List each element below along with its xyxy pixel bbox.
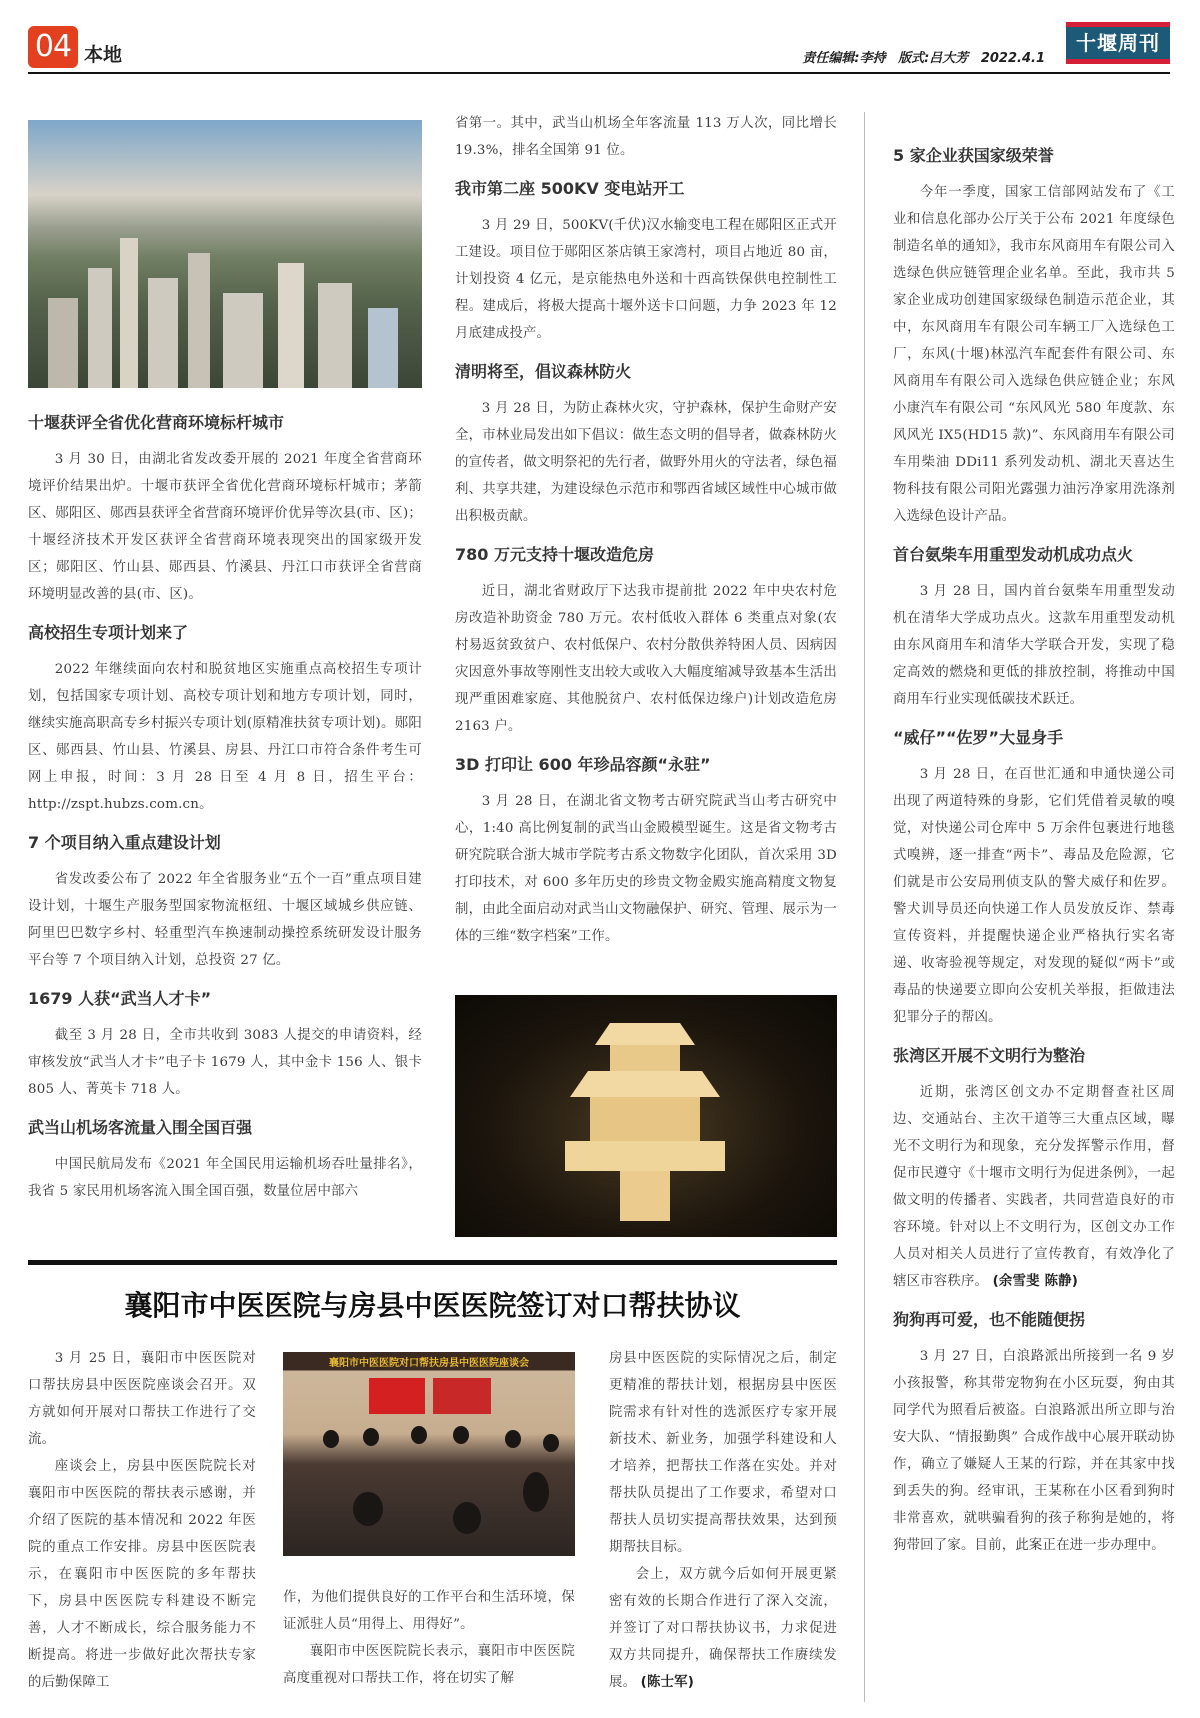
article-body: 截至 3 月 28 日，全市共收到 3083 人提交的申请资料，经审核发放“武当人才卡”电子卡 1679 人，其中金卡 156 人、银卡 805 人、菁英卡 718 人。 xyxy=(28,1028,422,1097)
article-body: 3 月 28 日，在湖北省文物考古研究院武当山考古研究中心，1:40 高比例复制的武当山金殿模型诞生。这是省文物考古研究院联合浙大城市学院考古系文物数字化团队，首次采用 3D 打印技术，对 600 多年历史的珍贵文物金殿实施高精度文物复制，由此全面启动对武当山文物融保护、研究、管理、展示为一体的三维“数字档案”工作。 xyxy=(455,794,837,944)
article-body: 3 月 30 日，由湖北省发改委开展的 2021 年度全省营商环境评价结果出炉。十堰市获评全省优化营商环境标杆城市；茅箭区、郧阳区、郧西县获评全省营商环境评价优异等次县(市、区)；十堰经济技术开发区获评全省营商环境表现突出的国家级开发区；郧阳区、竹山县、郧西县、竹溪县、丹江口市获评全省营商环境明显改善的县(市、区)。 xyxy=(28,452,422,602)
page-number-badge: 04 xyxy=(28,26,78,68)
feature-paragraph xyxy=(609,1561,837,1696)
article-body: 3 月 27 日，白浪路派出所接到一名 9 岁小孩报警，称其带宠物狗在小区玩耍，狗由其同学代为照看后被盗。白浪路派出所立即与治安大队、“情报勤舆” 合成作战中心展开联动协作，确立了嫌疑人王某的行踪，并在其家中找到丢失的狗。经审讯，王某称在小区看到狗时非常喜欢，就哄骗看狗的孩子称狗是她的，将狗带回了家。目前，此案正在进一步办理中。 xyxy=(893,1349,1175,1553)
article-title: 高校招生专项计划来了 xyxy=(28,623,189,642)
article-title: 1679 人获“武当人才卡” xyxy=(28,989,212,1008)
article-college-admission xyxy=(28,622,422,818)
article-housing xyxy=(455,544,837,740)
newspaper-logo: 十堰周刊 xyxy=(1066,22,1170,64)
article-title: 我市第二座 500KV 变电站开工 xyxy=(455,179,685,198)
article-body: 今年一季度，国家工信部网站发布了《工业和信息化部办公厅关于公布 2021 年度绿色制造名单的通知》，我市东风商用车有限公司入选绿色供应链管理企业名单。至此，我市共 5 家企业成功创建国家级绿色制造示范企业，其中，东风商用车有限公司车辆工厂入选绿色工厂，东风(十堰)林泓汽车配套件有限公司、东风商用车有限公司入选绿色供应链企业；东风小康汽车有限公司 “东风风光 580 年度款、东风风光 IX5(HD15 款)”、东风商用车有限公司车用柴油 DDi11 系列发动机、湖北天喜达生物科技有限公司阳光露强力油污净家用洗涤剂入选绿色设计产品。 xyxy=(893,185,1175,524)
editor-name: 责任编辑:李持 xyxy=(802,51,886,66)
column-1 xyxy=(28,398,422,1205)
article-byline: (余雪斐 陈静) xyxy=(992,1274,1079,1289)
feature-byline: (陈士军) xyxy=(640,1675,695,1690)
article-body: 省发改委公布了 2022 年全省服务业“五个一百”重点项目建设计划，十堰生产服务型国家物流枢纽、十堰区域城乡供应链、阿里巴巴数字乡村、轻重型汽车换速制动操控系统研发设计服务平台等 7 个项目纳入计划，总投资 27 亿。 xyxy=(28,872,422,968)
article-civility xyxy=(893,1045,1175,1295)
article-text: 近期，张湾区创文办不定期督查社区周边、交通站台、主次干道等三大重点区域，曝光不文明行为和现象，充分发挥警示作用，督促市民遵守《十堰市文明行为促进条例》，一起做文明的传播者、实践者，共同营造良好的市容环境。针对以上不文明行为，区创文办工作人员对相关人员进行了宣传教育，有效净化了辖区市容秩序。 xyxy=(893,1085,1175,1289)
article-title: 武当山机场客流量入围全国百强 xyxy=(28,1118,253,1137)
article-green-enterprises xyxy=(893,145,1175,530)
article-body: 2022 年继续面向农村和脱贫地区实施重点高校招生专项计划，包括国家专项计划、高校专项计划和地方专项计划，同时，继续实施高职高专乡村振兴专项计划(原精准扶贫专项计划)。郧阳区、郧西县、竹山县、竹溪县、房县、丹江口市符合条件考生可网上申报，时间：3 月 28 日至 4 月 8 日，招生平台：http://zspt.hubzs.com.cn。 xyxy=(28,662,422,812)
article-ammonia-engine xyxy=(893,544,1175,713)
article-body-continued: 省第一。其中，武当山机场全年客流量 113 万人次，同比增长 19.3%，排名全国第 91 位。 xyxy=(455,116,837,158)
feature-paragraph: 座谈会上，房县中医医院院长对襄阳市中医医院的帮扶表示感谢，并介绍了医院的基本情况和 2022 年医院的重点工作安排。房县中医医院表示，在襄阳市中医医院的多年帮扶下，房县中医医院专科建设不断完善，人才不断成长，综合服务能力不断提高。将进一步做好此次帮扶专家的后勤保障工 xyxy=(28,1459,256,1690)
column-2 xyxy=(455,110,837,950)
feature-rule xyxy=(28,1260,837,1265)
golden-hall-model-photo xyxy=(455,995,837,1237)
article-title: 十堰获评全省优化营商环境标杆城市 xyxy=(28,413,285,432)
article-title: 首台氨柴车用重型发动机成功点火 xyxy=(893,545,1134,564)
article-talent-card xyxy=(28,988,422,1103)
feature-title: 襄阳市中医医院与房县中医医院签订对口帮扶协议 xyxy=(124,1289,741,1322)
section-name: 本地 xyxy=(84,44,123,66)
feature-column-1 xyxy=(28,1345,256,1696)
feature-paragraph: 襄阳市中医医院院长表示，襄阳市中医医院高度重视对口帮扶工作，将在切实了解 xyxy=(283,1644,575,1686)
article-title: 5 家企业获国家级荣誉 xyxy=(893,146,1054,165)
article-key-projects xyxy=(28,832,422,974)
meeting-banner-text: 襄阳市中医医院对口帮扶房县中医医院座谈会 xyxy=(329,1358,529,1369)
issue-date: 2022.4.1 xyxy=(980,51,1045,66)
article-title: 狗狗再可爱，也不能随便拐 xyxy=(893,1310,1086,1329)
masthead xyxy=(28,22,1170,74)
article-forest-fire xyxy=(455,361,837,530)
column-divider xyxy=(864,112,865,1702)
article-body: 中国民航局发布《2021 年全国民用运输机场吞吐量排名》，我省 5 家民用机场客流入围全国百强，数量位居中部六 xyxy=(28,1157,422,1199)
feature-paragraph-continued: 作，为他们提供良好的工作平台和生活环境，保证派驻人员“用得上、用得好”。 xyxy=(283,1590,575,1632)
meeting-photo xyxy=(283,1352,575,1556)
article-title: 张湾区开展不文明行为整治 xyxy=(893,1046,1086,1065)
article-body: 3 月 29 日，500KV(千伏)汉水输变电工程在郧阳区正式开工建设。项目位于郧阳区茶店镇王家湾村，项目占地近 80 亩，计划投资 4 亿元，是京能热电外送和十西高铁保供电控制性工程。建成后，将极大提高十堰外送卡口问题，力争 2023 年 12 月底建成投产。 xyxy=(455,218,837,341)
article-title: 780 万元支持十堰改造危房 xyxy=(455,545,654,564)
article-body: 3 月 28 日，在百世汇通和申通快递公司出现了两道特殊的身影，它们凭借着灵敏的嗅觉，对快递公司仓库中 5 万余件包裹进行地毯式嗅辨，逐一排查“两卡”、毒品及危险源，它们就是市公安局刑侦支队的警犬威仔和佐罗。警犬训导员还向快递工作人员发放反诈、禁毒宣传资料，并提醒快递企业严格执行实名寄递、收寄验视等规定，对发现的疑似“两卡”或毒品的快递要立即向公安机关举报，拒做违法犯罪分子的帮凶。 xyxy=(893,767,1175,1025)
article-title: “威仔”“佐罗”大显身手 xyxy=(893,728,1064,747)
article-stolen-dog xyxy=(893,1309,1175,1559)
article-substation xyxy=(455,178,837,347)
article-title: 清明将至，倡议森林防火 xyxy=(455,362,632,381)
article-title: 7 个项目纳入重点建设计划 xyxy=(28,833,221,852)
party-flag xyxy=(369,1378,425,1414)
notice-board xyxy=(433,1378,491,1414)
article-3d-printing xyxy=(455,754,837,950)
article-airport xyxy=(28,1117,422,1205)
feature-text: 会上，双方就今后如何开展更紧密有效的长期合作进行了深入交流，并签订了对口帮扶协议书，力求促进双方共同提升，确保帮扶工作赓续发展。 xyxy=(609,1567,837,1690)
feature-column-3 xyxy=(609,1345,837,1696)
article-business-environment xyxy=(28,412,422,608)
article-body xyxy=(893,1079,1175,1295)
city-skyline-photo xyxy=(28,120,422,388)
feature-paragraph-continued: 房县中医医院的实际情况之后，制定更精准的帮扶计划，根据房县中医医院需求有针对性的选派医疗专家开展新技术、新业务，加强学科建设和人才培养，把帮扶工作落在实处。并对帮扶队员提出了工作要求，希望对口帮扶人员切实提高帮扶效果，达到预期帮扶目标。 xyxy=(609,1351,837,1555)
article-body: 近日，湖北省财政厅下达我市提前批 2022 年中央农村危房改造补助资金 780 万元。农村低收入群体 6 类重点对象(农村易返贫致贫户、农村低保户、农村分散供养特困人员、因病因灾因意外事故等刚性支出较大或收入大幅度缩减导致基本生活出现严重困难家庭、其他脱贫户、农村低保边缘户)计划改造危房 2163 户。 xyxy=(455,584,837,734)
feature-paragraph: 3 月 25 日，襄阳市中医医院对口帮扶房县中医医院座谈会召开。双方就如何开展对口帮扶工作进行了交流。 xyxy=(28,1351,256,1447)
column-3 xyxy=(893,145,1175,1559)
feature-column-2 xyxy=(283,1584,575,1692)
article-title: 3D 打印让 600 年珍品容颜“永驻” xyxy=(455,755,711,774)
article-body: 3 月 28 日，为防止森林火灾，守护森林，保护生命财产安全，市林业局发出如下倡议：做生态文明的倡导者，做森林防火的宣传者，做文明祭祀的先行者，做野外用火的守法者，绿色福利、共享共建，为建设绿色示范市和鄂西省域区域性中心城市做出积极贡献。 xyxy=(455,401,837,524)
article-police-dogs xyxy=(893,727,1175,1031)
editor-credits xyxy=(794,47,1045,66)
article-body: 3 月 28 日，国内首台氨柴车用重型发动机在清华大学成功点火。这款车用重型发动机由东风商用车和清华大学联合开发，实现了稳定高效的燃烧和更低的排放控制，将推动中国商用车行业实现低碳技术跃迁。 xyxy=(893,584,1175,707)
layout-name: 版式:吕大芳 xyxy=(898,51,969,66)
